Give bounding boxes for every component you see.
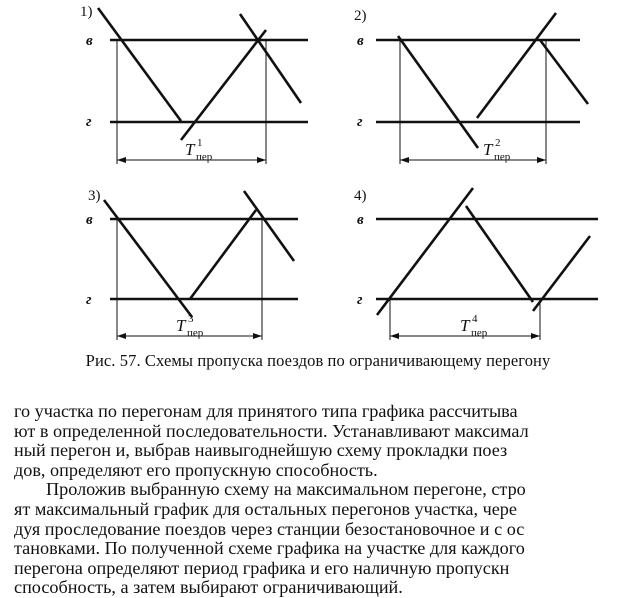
period-label: T	[185, 140, 195, 159]
train-path	[98, 8, 181, 121]
period-superscript: 1	[197, 137, 203, 149]
text-line: ят максимальный график для остальных перегонов участка, чере	[14, 498, 517, 519]
text-line: тановками. По полученной схеме графика на участке для каждого	[14, 538, 525, 559]
scheme-1	[98, 8, 308, 140]
scheme-4	[376, 188, 598, 315]
period-subscript: пер	[196, 151, 213, 163]
period-superscript: 4	[472, 313, 478, 325]
scheme-number: 3)	[88, 188, 101, 204]
station-label-upper: в	[357, 212, 364, 228]
station-label-lower: г	[357, 292, 363, 308]
train-path	[540, 40, 588, 104]
period-label: T	[460, 316, 470, 335]
period-label: T	[176, 316, 186, 335]
period-subscript: пер	[471, 327, 488, 339]
train-path	[240, 14, 301, 103]
station-label-upper: в	[357, 33, 364, 49]
period-label: T	[483, 140, 493, 159]
train-path	[190, 210, 256, 299]
train-path	[181, 30, 266, 140]
scheme-2	[376, 13, 588, 148]
period-superscript: 2	[495, 137, 501, 149]
period-subscript: пер	[494, 151, 511, 163]
station-label-upper: в	[86, 212, 93, 228]
text-line: перегона определяют период графика и его наличную пропускн	[14, 557, 510, 578]
text-line: Проложив выбранную схему на максимальном перегоне, стро	[46, 479, 526, 500]
train-path	[466, 206, 533, 302]
train-path	[377, 188, 473, 315]
scheme-number: 4)	[354, 188, 367, 204]
train-path	[244, 191, 294, 261]
period-subscript: пер	[187, 327, 204, 339]
scheme-number: 1)	[80, 4, 93, 20]
scheme-3	[104, 191, 298, 317]
text-line: ют в определенной последовательности. Устанавливают максимал	[14, 420, 529, 441]
train-path	[477, 13, 556, 118]
figure-caption: Рис. 57. Схемы пропуска поездов по ограничивающему перегону	[85, 351, 551, 370]
scheme-number: 2)	[354, 8, 367, 24]
train-path	[398, 36, 478, 148]
station-label-lower: г	[357, 114, 363, 130]
station-label-lower: г	[86, 114, 92, 130]
text-line: ный перегон и, выбрав наивыгоднейшую схему прокладки поез	[14, 440, 508, 461]
text-line: дов, определяют его пропускную способность.	[14, 459, 378, 480]
body-text	[14, 402, 636, 598]
station-label-lower: г	[86, 292, 92, 308]
text-line: го участка по перегонам для принятого типа графика рассчитыва	[14, 401, 518, 421]
station-label-upper: в	[86, 33, 93, 49]
text-line: дуя проследование поездов через станции безостановочное и с ос	[14, 518, 525, 539]
period-superscript: 3	[188, 313, 194, 325]
text-line: способность, а затем выбирают ограничивающий.	[14, 577, 403, 598]
